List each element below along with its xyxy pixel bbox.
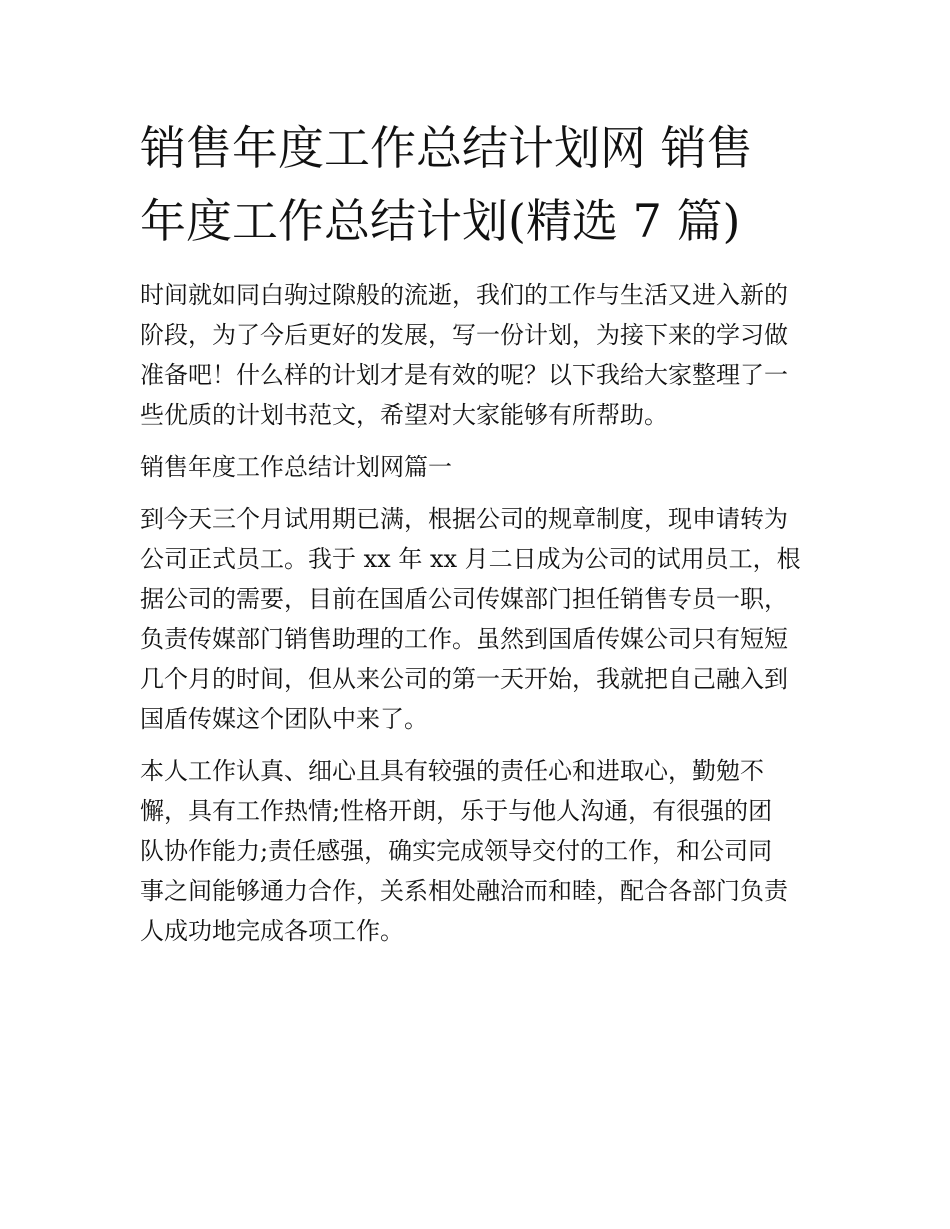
intro-paragraph xyxy=(140,275,815,435)
paragraph-line: 负责传媒部门销售助理的工作。虽然到国盾传媒公司只有短短 xyxy=(140,625,788,653)
section-heading xyxy=(140,447,815,487)
paragraph-line: 本人工作认真、细心且具有较强的责任心和进取心，勤勉不 xyxy=(140,757,764,785)
section-heading-text: 销售年度工作总结计划网篇一 xyxy=(140,453,452,481)
intro-line: 些优质的计划书范文，希望对大家能够有所帮助。 xyxy=(140,401,668,429)
document-title xyxy=(140,112,815,258)
intro-line: 时间就如同白驹过隙般的流逝，我们的工作与生活又进入新的 xyxy=(140,281,788,309)
paragraph-line: 几个月的时间，但从来公司的第一天开始，我就把自己融入到 xyxy=(140,665,788,693)
paragraph-line: 队协作能力;责任感强，确实完成领导交付的工作，和公司同 xyxy=(140,837,773,865)
body-paragraph-1 xyxy=(140,499,815,739)
paragraph-line: 国盾传媒这个团队中来了。 xyxy=(140,705,428,733)
paragraph-line: 到今天三个月试用期已满，根据公司的规章制度，现申请转为 xyxy=(140,505,788,533)
paragraph-line: 人成功地完成各项工作。 xyxy=(140,917,404,945)
paragraph-line: 懈，具有工作热情;性格开朗，乐于与他人沟通，有很强的团 xyxy=(140,797,773,825)
body-paragraph-2 xyxy=(140,751,815,951)
intro-line: 阶段，为了今后更好的发展，写一份计划，为接下来的学习做 xyxy=(140,321,788,349)
document-content xyxy=(140,112,815,951)
paragraph-line: 事之间能够通力合作，关系相处融洽而和睦，配合各部门负责 xyxy=(140,877,788,905)
title-line: 年度工作总结计划(精选 7 篇) xyxy=(140,194,741,248)
paragraph-line: 据公司的需要，目前在国盾公司传媒部门担任销售专员一职， xyxy=(140,585,788,613)
paragraph-line: 公司正式员工。我于 xx 年 xx 月二日成为公司的试用员工，根 xyxy=(140,545,801,573)
intro-line: 准备吧！什么样的计划才是有效的呢？以下我给大家整理了一 xyxy=(140,361,788,389)
title-line: 销售年度工作总结计划网 销售 xyxy=(140,121,753,175)
